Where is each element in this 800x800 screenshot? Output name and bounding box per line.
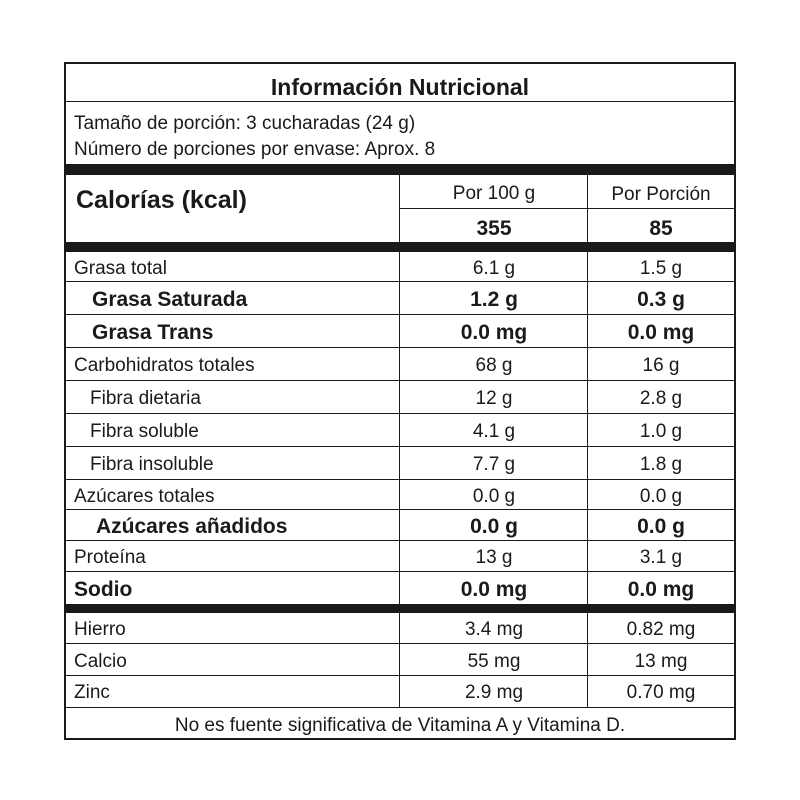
nutrient-row [66,480,734,510]
calories-per100: 355 [476,217,512,240]
nutrient-row [66,315,734,348]
value-per100: 68 g [475,355,513,376]
value-per-serving: 1.0 g [639,421,683,442]
nutrient-name: Carbohidratos totales [74,355,255,376]
nutrient-row [66,348,734,381]
nutrient-name: Fibra dietaria [90,388,201,409]
value-per100: 7.7 g [472,454,516,475]
column-divider [399,252,400,604]
divider-thick [66,604,734,613]
calories-per-serving: 85 [649,217,673,240]
nutrient-row [66,541,734,572]
col-header-per-serving: Por Porción [611,184,711,205]
divider-thick [66,164,734,175]
footnote: No es fuente significativa de Vitamina A y Vitamina D. [174,715,626,736]
value-per-serving: 0.0 g [639,486,683,507]
nutrient-name: Fibra soluble [90,421,199,442]
value-per100: 3.4 mg [464,619,524,640]
value-per100: 2.9 mg [464,682,524,703]
value-per-serving: 0.3 g [637,288,685,311]
servings-per-container: Número de porciones por envase: Aprox. 8 [74,139,436,160]
nutrient-name: Azúcares totales [74,486,215,507]
column-divider [399,613,400,707]
value-per100: 0.0 mg [460,578,528,601]
value-per-serving: 1.5 g [639,258,683,279]
column-divider [399,175,400,242]
value-per-serving: 0.0 g [637,515,685,538]
value-per100: 4.1 g [472,421,516,442]
nutrient-row [66,572,734,604]
nutrient-row [66,252,734,282]
column-divider [587,175,588,242]
column-divider [587,613,588,707]
nutrient-row [66,282,734,315]
nutrient-name: Zinc [74,682,110,703]
value-per-serving: 0.70 mg [626,682,696,703]
value-per100: 12 g [475,388,513,409]
column-divider [587,252,588,604]
nutrient-name: Sodio [74,578,133,601]
value-per100: 0.0 mg [460,321,528,344]
nutrient-row [66,676,734,707]
nutrient-name: Proteína [74,547,146,568]
divider-thin [66,707,734,708]
nutrient-row [66,414,734,447]
calories-header-rule [400,208,734,209]
serving-size: Tamaño de porción: 3 cucharadas (24 g) [74,113,416,134]
value-per100: 0.0 g [472,486,516,507]
value-per100: 1.2 g [470,288,518,311]
panel-title: Información Nutricional [270,74,530,100]
calories-label: Calorías (kcal) [76,186,247,214]
value-per-serving: 13 mg [634,651,688,672]
divider-thick [66,242,734,252]
nutrient-name: Azúcares añadidos [96,515,288,538]
value-per-serving: 0.82 mg [626,619,696,640]
nutrient-row [66,644,734,676]
nutrient-row [66,613,734,644]
value-per100: 13 g [475,547,513,568]
nutrition-facts-panel [64,62,736,740]
value-per-serving: 0.0 mg [627,321,695,344]
nutrient-name: Grasa total [74,258,167,279]
nutrient-name: Grasa Saturada [92,288,248,311]
value-per-serving: 0.0 mg [627,578,695,601]
col-header-per100: Por 100 g [452,183,536,204]
value-per-serving: 1.8 g [639,454,683,475]
value-per-serving: 2.8 g [639,388,683,409]
value-per100: 55 mg [467,651,521,672]
divider-thin [66,101,734,102]
nutrient-name: Hierro [74,619,126,640]
value-per-serving: 3.1 g [639,547,683,568]
nutrient-row [66,447,734,480]
value-per-serving: 16 g [642,355,680,376]
nutrient-name: Calcio [74,651,127,672]
value-per100: 6.1 g [472,258,516,279]
nutrient-row [66,381,734,414]
nutrient-row [66,510,734,541]
nutrient-name: Grasa Trans [92,321,214,344]
nutrient-name: Fibra insoluble [90,454,214,475]
value-per100: 0.0 g [470,515,518,538]
